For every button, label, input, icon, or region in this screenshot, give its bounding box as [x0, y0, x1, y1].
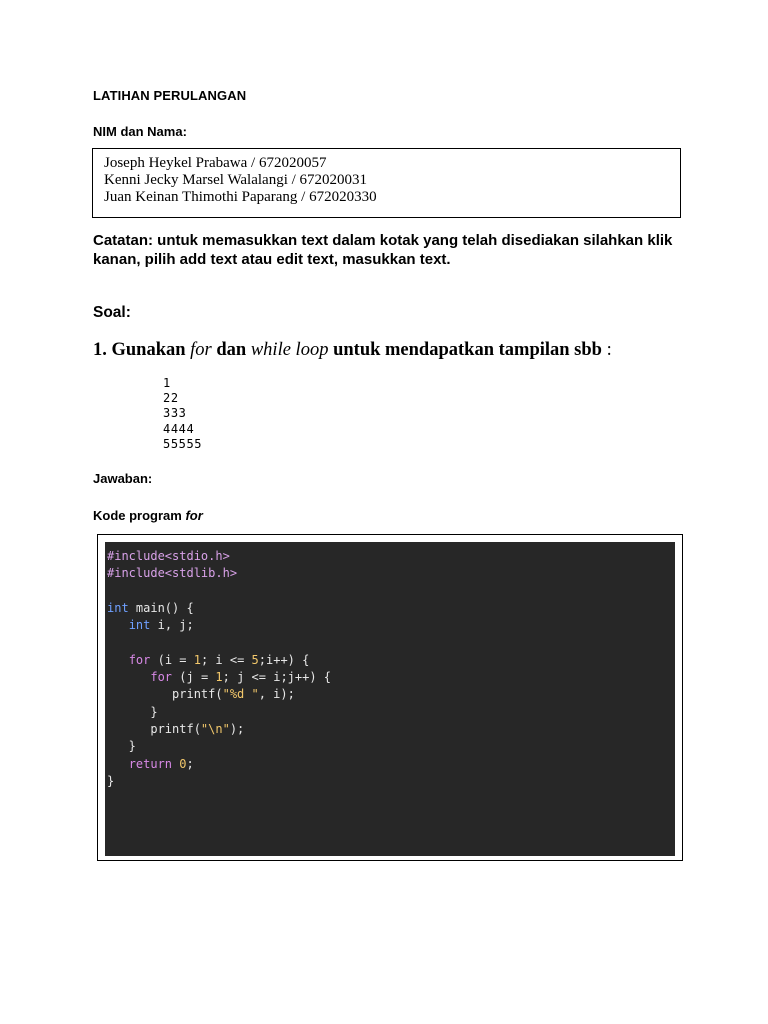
- member-line: Juan Keinan Thimothi Paparang / 672020330: [104, 189, 377, 205]
- output-line: 333: [163, 406, 187, 421]
- code-screenshot: [105, 542, 675, 856]
- output-line: 4444: [163, 421, 195, 436]
- question-for-word: for: [190, 340, 212, 360]
- code-frame[interactable]: [97, 534, 683, 861]
- code-line: printf("%d ", i);: [107, 687, 295, 702]
- code-line: int main() {: [107, 600, 194, 615]
- code-line: }: [107, 739, 136, 754]
- question-colon: :: [606, 340, 612, 360]
- question-text: Gunakan: [111, 340, 186, 360]
- code-line: printf("\n");: [107, 721, 245, 736]
- output-line: 1: [163, 376, 171, 390]
- output-line: 55555: [163, 436, 203, 451]
- code-line: for (j = 1; j <= i;j++) {: [150, 670, 332, 685]
- code-line: }: [107, 773, 115, 788]
- output-line: 22: [163, 391, 179, 406]
- names-textbox[interactable]: [92, 148, 681, 218]
- question-text: untuk mendapatkan tampilan sbb: [333, 340, 602, 360]
- code-line: #include<stdio.h>: [107, 549, 230, 563]
- code-block: [107, 548, 331, 790]
- code-line: int i, j;: [128, 618, 194, 633]
- question-while-word: while loop: [250, 340, 329, 360]
- soal-heading: Soal:: [93, 304, 131, 321]
- question-number: 1.: [93, 340, 107, 360]
- kode-label-for: for: [185, 508, 203, 523]
- code-line: }: [107, 704, 158, 719]
- instruction-note: Catatan: untuk memasukkan text dalam kotak yang telah disediakan silahkan klik kanan, pilih add text atau edit text, masukkan text.: [93, 232, 673, 268]
- member-line: Joseph Heykel Prabawa / 672020057: [104, 155, 327, 171]
- kode-label-text: Kode program: [93, 508, 182, 523]
- nim-label: NIM dan Nama:: [93, 124, 187, 139]
- code-line: #include<stdlib.h>: [107, 566, 238, 581]
- jawaban-label: Jawaban:: [93, 471, 153, 486]
- expected-output: [163, 376, 202, 452]
- kode-program-label: [93, 508, 203, 523]
- member-line: Kenni Jecky Marsel Walalangi / 672020031: [104, 172, 368, 188]
- question-text: dan: [216, 340, 247, 360]
- code-line: return 0;: [128, 756, 194, 771]
- code-line: [107, 634, 331, 651]
- question-1: [93, 340, 612, 361]
- code-line: [107, 583, 331, 600]
- code-line: for (i = 1; i <= 5;i++) {: [128, 652, 310, 667]
- page-title: LATIHAN PERULANGAN: [93, 88, 247, 103]
